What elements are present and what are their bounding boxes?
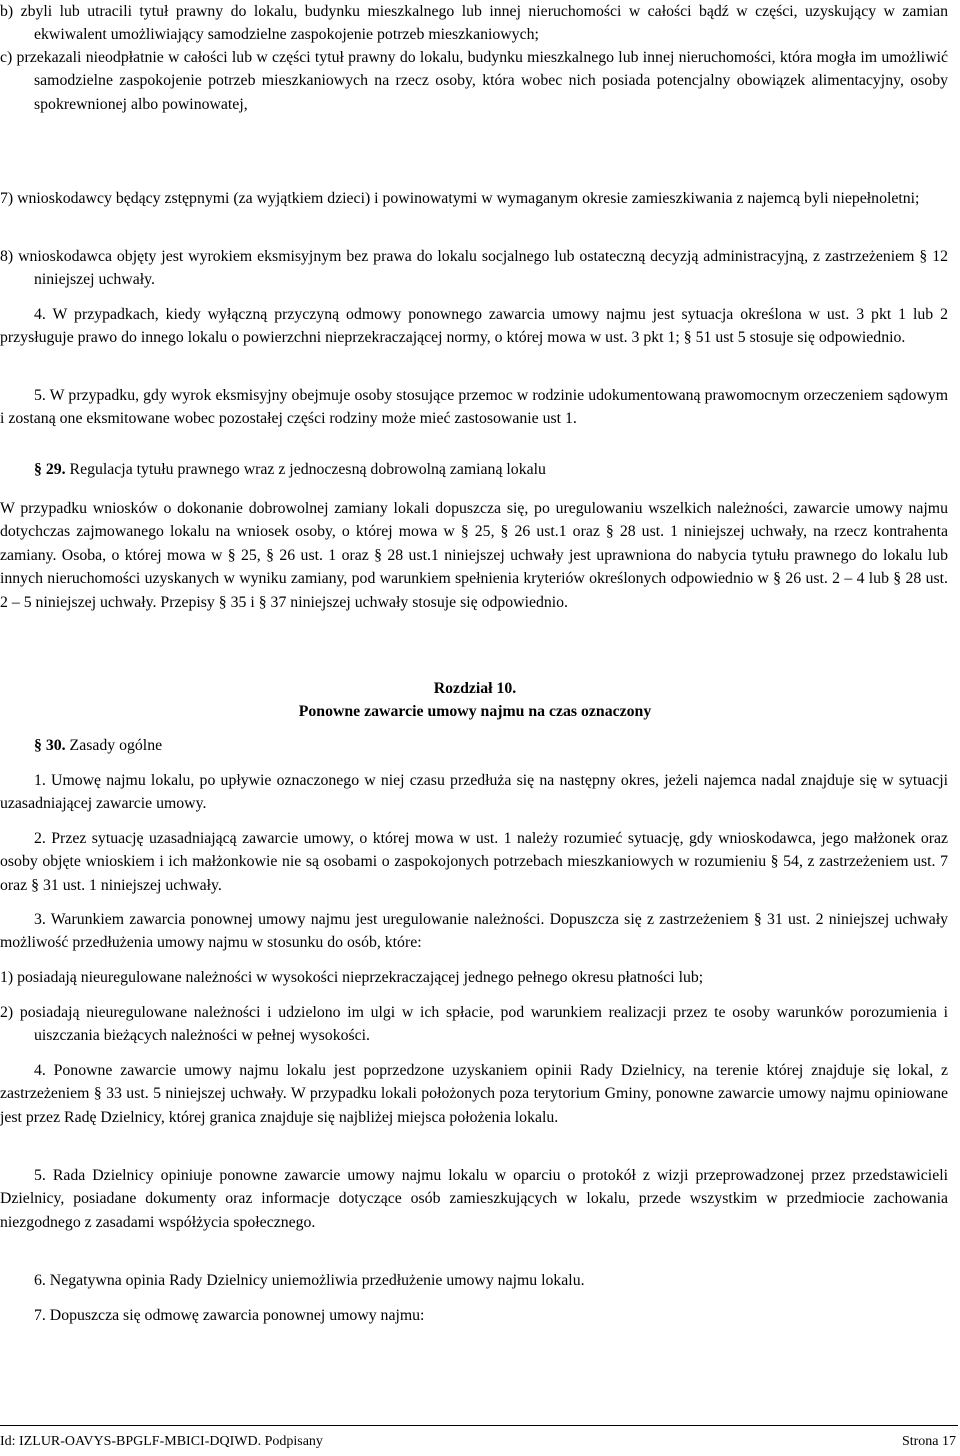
- paragraph-4: 4. W przypadkach, kiedy wyłączną przyczyną odmowy ponownego zawarcia umowy najmu jest sytuacja określona w ust. 3 pkt 1 lub 2 przysługuje prawo do innego lokalu o powierzchni nieprzekraczającej normy, o której mowa w ust. 3 pkt 1; § 51 ust 5 stosuje się odpowiednio.: [0, 306, 948, 347]
- section-30-point-2: 2) posiadają nieuregulowane należności i udzielono im ulgi w ich spłacie, pod warunkiem realizacji przez te osoby warunków porozumienia i uiszczania bieżących należności w pełnej wysokości.: [0, 1004, 948, 1045]
- list-item-7: 7) wnioskodawcy będący zstępnymi (za wyjątkiem dzieci) i powinowatymi w wymaganym okresie zamieszkiwania z najemcą byli niepełnoletni;: [0, 190, 920, 207]
- section-30-point-1: 1) posiadają nieuregulowane należności w wysokości nieprzekraczającej jednego pełnego okresu płatności lub;: [0, 969, 704, 986]
- section-29-heading: [34, 458, 948, 481]
- list-item-b: b) zbyli lub utracili tytuł prawny do lokalu, budynku mieszkalnego lub innej nieruchomości w całości bądź w części, uzyskujący w zamian ekwiwalent umożliwiający samodzielne zaspokojenie potrzeb mieszkaniowych;: [0, 3, 948, 44]
- section-30-paragraph-7: 7. Dopuszcza się odmowę zawarcia ponownej umowy najmu:: [34, 1307, 425, 1324]
- section-30-paragraph-6: 6. Negatywna opinia Rady Dzielnicy uniemożliwia przedłużenie umowy najmu lokalu.: [34, 1272, 585, 1289]
- section-30-title: Zasady ogólne: [69, 737, 163, 754]
- paragraph-5: 5. W przypadku, gdy wyrok eksmisyjny obejmuje osoby stosujące przemoc w rodzinie udokumentowaną prawomocnym orzeczeniem sądowym i zostaną one eksmitowane wobec pozostałej części rodziny może mieć zastosowanie ust 1.: [0, 387, 948, 428]
- section-29-body: W przypadku wniosków o dokonanie dobrowolnej zamiany lokali dopuszcza się, po uregulowaniu wszelkich należności, zawarcie umowy najmu dotychczas zajmowanego lokalu na wniosek osoby, o której mowa w § 25, § 26 ust.1 oraz § 28 ust. 1 niniejszej uchwały, na rzecz kontrahenta zamiany. Osoba, o której mowa w § 25, § 26 ust. 1 oraz § 28 ust.1 niniejszej uchwały jest uprawniona do nabycia tytułu prawnego do lokalu lub innych nieruchomości uzyskanych w wyniku zamiany, pod warunkiem spełnienia kryteriów określonych odpowiednio w § 26 ust. 2 – 4 lub § 28 ust. 2 – 5 niniejszej uchwały. Przepisy § 35 i § 37 niniejszej uchwały stosuje się odpowiednio.: [0, 500, 948, 611]
- section-30-number: § 30.: [34, 737, 66, 754]
- list-item-c: c) przekazali nieodpłatnie w całości lub w części tytuł prawny do lokalu, budynku mieszkalnego lub innej nieruchomości, która mogła im umożliwić samodzielne zaspokojenie potrzeb mieszkaniowych na rzecz osoby, która wobec nich posiada potencjalny obowiązek alimentacyjny, osoby spokrewnionej albo powinowatej,: [0, 49, 948, 113]
- section-30-paragraph-2: 2. Przez sytuację uzasadniającą zawarcie umowy, o której mowa w ust. 1 należy rozumieć sytuację, gdy wnioskodawca, jego małżonek oraz osoby objęte wnioskiem i ich małżonkowie nie są osobami o zaspokojonych potrzebach mieszkaniowych w rozumieniu § 54, z zastrzeżeniem ust. 7 oraz § 31 ust. 1 niniejszej uchwały.: [0, 830, 948, 894]
- chapter-label: Rozdział 10.: [433, 680, 517, 697]
- section-30-paragraph-1: 1. Umowę najmu lokalu, po upływie oznaczonego w niej czasu przedłuża się na następny okres, jeżeli najemca nadal znajduje się w sytuacji uzasadniającej zawarcie umowy.: [0, 772, 948, 813]
- section-29-number: § 29.: [34, 461, 66, 478]
- list-item-8: 8) wnioskodawca objęty jest wyrokiem eksmisyjnym bez prawa do lokalu socjalnego lub ostateczną decyzją administracyjną, z zastrzeżeniem § 12 niniejszej uchwały.: [0, 248, 948, 289]
- section-30-paragraph-5: 5. Rada Dzielnicy opiniuje ponowne zawarcie umowy najmu lokalu w oparciu o protokół z wizji przeprowadzonej przez przedstawicieli Dzielnicy, posiadane dokumenty oraz informacje dotyczące osób zamieszkujących w lokalu, przede wszystkim w przedmiocie zachowania niezgodnego z zasadami współżycia społecznego.: [0, 1167, 948, 1231]
- footer-document-id: Id: IZLUR-OAVYS-BPGLF-MBICI-DQIWD. Podpisany: [0, 1434, 323, 1449]
- footer-page-number: Strona 17: [901, 1434, 956, 1449]
- chapter-title: Ponowne zawarcie umowy najmu na czas oznaczony: [298, 703, 652, 720]
- footer-divider: [0, 1425, 958, 1426]
- section-30-heading: [34, 734, 948, 757]
- section-30-paragraph-4: 4. Ponowne zawarcie umowy najmu lokalu jest poprzedzone uzyskaniem opinii Rady Dzielnicy, na terenie której znajduje się lokal, z zastrzeżeniem § 33 ust. 5 niniejszej uchwały. W przypadku lokali położonych poza terytorium Gminy, ponowne zawarcie umowy najmu opiniowane jest przez Radę Dzielnicy, której granica znajduje się najbliżej miejsca położenia lokalu.: [0, 1062, 948, 1126]
- section-29-title: Regulacja tytułu prawnego wraz z jednoczesną dobrowolną zamianą lokalu: [69, 461, 546, 478]
- section-30-paragraph-3: 3. Warunkiem zawarcia ponownej umowy najmu jest uregulowanie należności. Dopuszcza się z zastrzeżeniem § 31 ust. 2 niniejszej uchwały możliwość przedłużenia umowy najmu w stosunku do osób, które:: [0, 911, 948, 952]
